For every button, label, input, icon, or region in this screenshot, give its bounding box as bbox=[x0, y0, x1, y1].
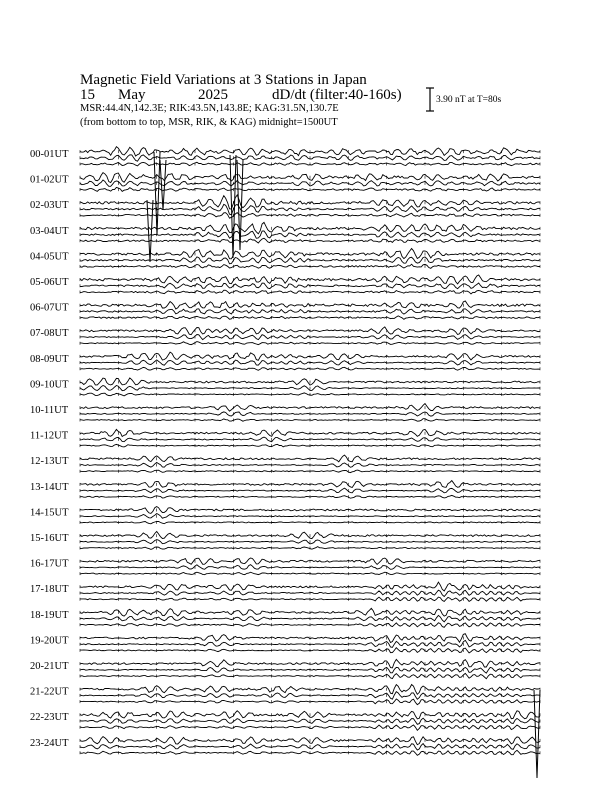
row-label-21-22UT: 21-22UT bbox=[30, 686, 69, 698]
row-label-10-11UT: 10-11UT bbox=[30, 405, 69, 416]
date-year: 2025 bbox=[198, 87, 228, 103]
stations-line: MSR:44.4N,142.3E; RIK:43.5N,143.8E; KAG:31.5N,130.7E bbox=[80, 103, 339, 114]
row-label-06-07UT: 06-07UT bbox=[30, 302, 69, 314]
date-month: May bbox=[118, 87, 146, 103]
chart-title: Magnetic Field Variations at 3 Stations in Japan bbox=[80, 72, 367, 88]
spike-msr-early bbox=[147, 200, 153, 262]
row-label-19-20UT: 19-20UT bbox=[30, 635, 69, 647]
row-label-23-24UT: 23-24UT bbox=[30, 737, 69, 749]
row-label-14-15UT: 14-15UT bbox=[30, 507, 69, 519]
row-label-07-08UT: 07-08UT bbox=[30, 328, 69, 340]
data-type-label: dD/dt (filter:40-160s) bbox=[272, 87, 402, 103]
date-day: 15 bbox=[80, 87, 95, 103]
scale-bar-icon bbox=[426, 88, 434, 111]
row-label-12-13UT: 12-13UT bbox=[30, 456, 69, 468]
row-label-16-17UT: 16-17UT bbox=[30, 558, 69, 570]
row-label-17-18UT: 17-18UT bbox=[30, 584, 69, 596]
row-label-15-16UT: 15-16UT bbox=[30, 533, 69, 544]
row-label-11-12UT: 11-12UT bbox=[30, 430, 69, 442]
row-label-13-14UT: 13-14UT bbox=[30, 481, 69, 493]
row-label-08-09UT: 08-09UT bbox=[30, 353, 69, 365]
row-label-05-06UT: 05-06UT bbox=[30, 277, 69, 288]
row-label-09-10UT: 09-10UT bbox=[30, 379, 69, 391]
scale-label: 3.90 nT at T=80s bbox=[436, 95, 502, 105]
row-label-22-23UT: 22-23UT bbox=[30, 712, 69, 724]
row-label-18-19UT: 18-19UT bbox=[30, 609, 69, 621]
order-note: (from bottom to top, MSR, RIK, & KAG) midnight=1500UT bbox=[80, 117, 338, 128]
spike-late bbox=[534, 690, 540, 778]
row-label-01-02UT: 01-02UT bbox=[30, 174, 69, 186]
row-label-20-21UT: 20-21UT bbox=[30, 661, 69, 672]
row-label-00-01UT: 00-01UT bbox=[30, 149, 69, 160]
row-label-03-04UT: 03-04UT bbox=[30, 225, 69, 237]
row-label-02-03UT: 02-03UT bbox=[30, 200, 69, 212]
row-label-04-05UT: 04-05UT bbox=[30, 251, 69, 263]
